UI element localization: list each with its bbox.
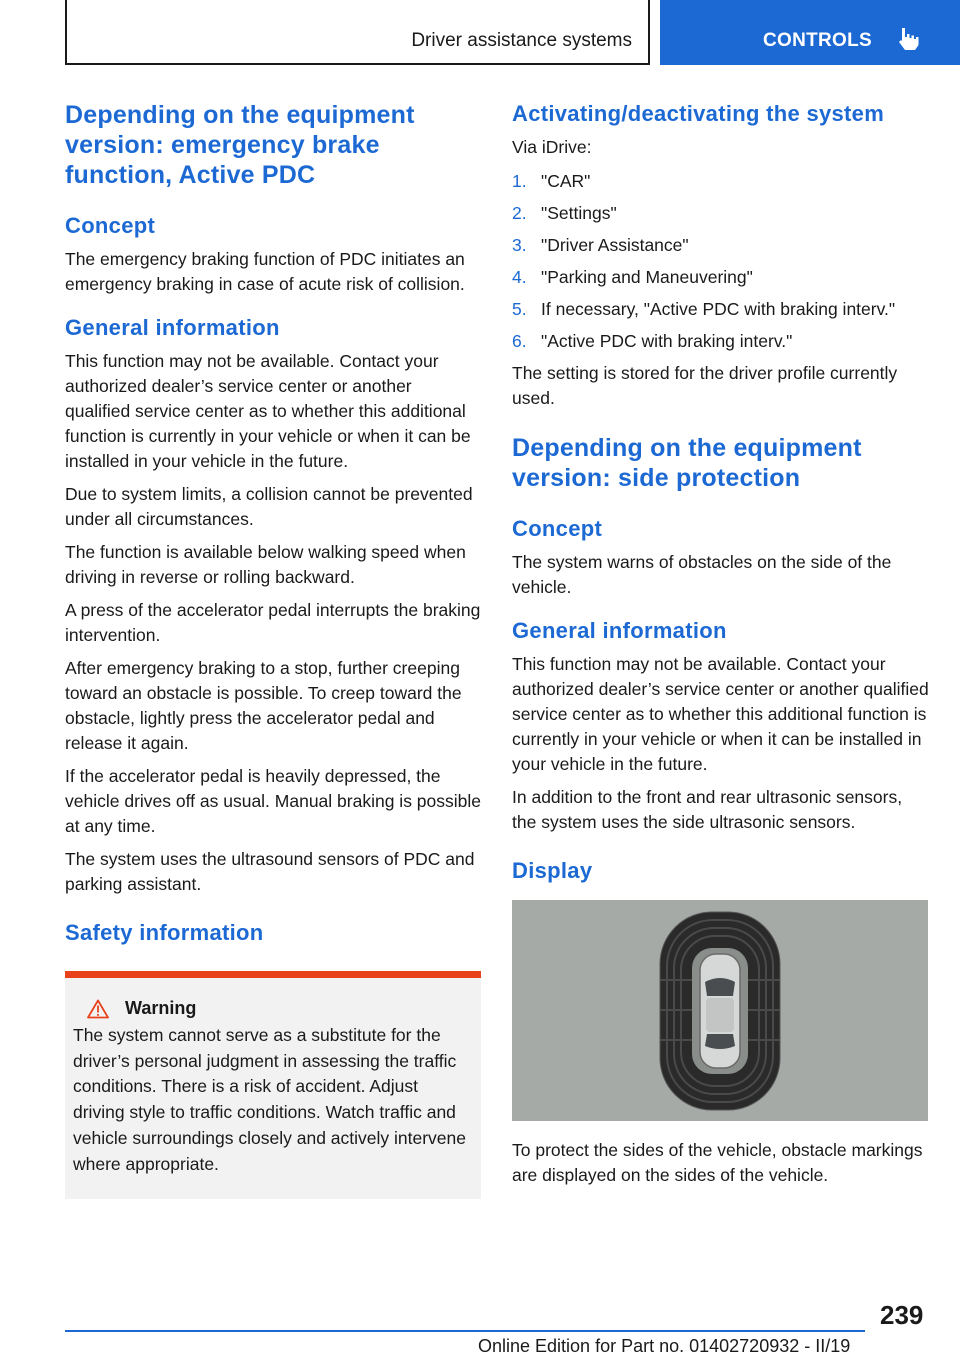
step-number: 3. xyxy=(512,235,527,255)
warning-box xyxy=(65,971,481,1199)
chapter-label: CONTROLS xyxy=(763,30,873,51)
paragraph: A press of the accelerator pedal interrupts the braking intervention. xyxy=(65,600,481,645)
paragraph: This function may not be available. Contact your authorized dealer’s service center or another qualified service center as to whether this additional function is currently in your vehicle or when it can be installed in your vehicle in the future. xyxy=(512,654,929,774)
side-protection-heading: Depending on the equipment version: side protection xyxy=(512,434,862,492)
header-frame xyxy=(65,0,650,65)
step-item xyxy=(512,201,930,226)
paragraph: If the accelerator pedal is heavily depressed, the vehicle drives off as usual. Manual braking is possible at any time. xyxy=(65,766,482,836)
footer-edition-text: Online Edition for Part no. 01402720932 - II/19 xyxy=(478,1336,851,1356)
step-number: 1. xyxy=(512,171,527,191)
emergency-brake-heading: Depending on the equipment version: emergency brake function, Active PDC xyxy=(65,101,415,189)
right-column xyxy=(512,100,930,1188)
step-number: 2. xyxy=(512,203,527,223)
step-text: "Settings" xyxy=(541,203,617,223)
step-text: "Parking and Maneuvering" xyxy=(541,267,753,287)
step-number: 5. xyxy=(512,299,527,319)
safety-heading: Safety information xyxy=(65,920,264,945)
paragraph: After emergency braking to a stop, further creeping toward an obstacle is possible. To creep toward the obstacle, lightly press the accelerator pedal and release it again. xyxy=(65,658,462,753)
side-protection-display-image xyxy=(512,900,928,1121)
step-item xyxy=(512,233,930,258)
concept-heading: Concept xyxy=(512,516,603,541)
parking-display-graphic xyxy=(512,900,928,1121)
left-column xyxy=(65,100,481,1199)
section-title: Driver assistance systems xyxy=(411,30,632,51)
step-item xyxy=(512,265,930,290)
step-text: "CAR" xyxy=(541,171,591,191)
concept-text: The system warns of obstacles on the side of the vehicle. xyxy=(512,552,892,597)
step-text: "Active PDC with braking interv." xyxy=(541,331,793,351)
paragraph: The function is available below walking speed when driving in reverse or rolling backward. xyxy=(65,542,466,587)
step-number: 4. xyxy=(512,267,527,287)
activate-heading: Activating/deactivating the system xyxy=(512,101,885,126)
paragraph: Due to system limits, a collision cannot be prevented under all circumstances. xyxy=(65,484,473,529)
via-idrive-text: Via iDrive: xyxy=(512,137,592,157)
general-info-heading: General information xyxy=(512,618,727,643)
page-number: 239 xyxy=(880,1300,924,1330)
step-item xyxy=(512,169,930,194)
general-info-heading: General information xyxy=(65,315,280,340)
warning-text: The system cannot serve as a substitute for the driver’s personal judgment in assessing the traffic conditions. There is a risk of accident. Adjust driving style to traffic conditions. Watch traffic and vehicle surroundings closely and actively intervene where appropriate. xyxy=(73,1025,466,1174)
warning-title: Warning xyxy=(125,998,197,1018)
paragraph: The system uses the ultrasound sensors of PDC and parking assistant. xyxy=(65,849,475,894)
stored-text: The setting is stored for the driver profile currently used. xyxy=(512,363,898,408)
chapter-tab[interactable] xyxy=(660,0,960,65)
step-text: "Driver Assistance" xyxy=(541,235,689,255)
step-item xyxy=(512,329,930,354)
paragraph: This function may not be available. Contact your authorized dealer’s service center or another qualified service center as to whether this additional function is currently in your vehicle or when it can be installed in your vehicle in the future. xyxy=(65,351,471,471)
steps-list xyxy=(512,169,930,354)
pointing-hand-icon xyxy=(896,26,920,52)
paragraph: In addition to the front and rear ultrasonic sensors, the system uses the side ultrasonic sensors. xyxy=(512,787,903,832)
concept-text: The emergency braking function of PDC initiates an emergency braking in case of acute risk of collision. xyxy=(65,249,465,294)
step-text: If necessary, "Active PDC with braking interv." xyxy=(541,299,896,319)
step-number: 6. xyxy=(512,331,527,351)
display-heading: Display xyxy=(512,858,593,883)
footer-divider xyxy=(65,1330,865,1332)
concept-heading: Concept xyxy=(65,213,156,238)
display-caption: To protect the sides of the vehicle, obstacle markings are displayed on the sides of the vehicle. xyxy=(512,1140,923,1185)
warning-triangle-icon xyxy=(87,999,109,1019)
step-item xyxy=(512,297,930,322)
warning-header xyxy=(87,998,473,1019)
